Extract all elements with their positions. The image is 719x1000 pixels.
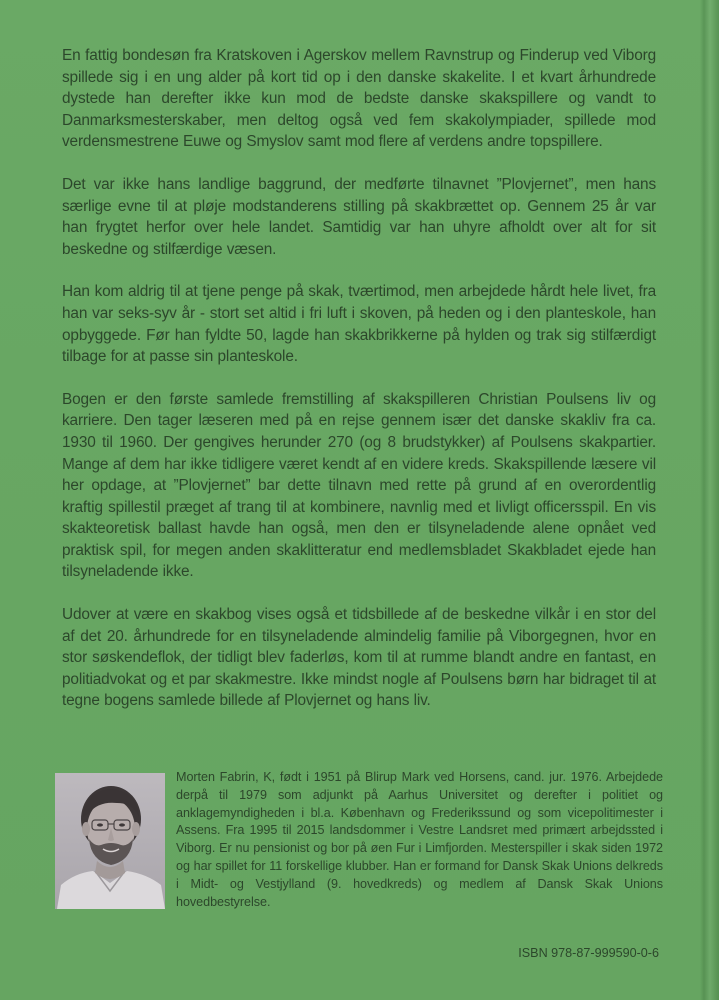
author-portrait-illustration [55, 773, 165, 909]
blurb-text [62, 45, 656, 733]
isbn-number: ISBN 978-87-999590-0-6 [518, 946, 659, 960]
blurb-paragraph-3: Han kom aldrig til at tjene penge på skak, tværtimod, men arbejdede hårdt hele livet, fra han var seks-syv år - stort set altid i fri luft i skoven, på heden og i den planteskole, han opbyggede. Før han fyldte 50, lagde han skakbrikkerne på hylden og trak sig stilfærdigt tilbage for at passe sin planteskole. [62, 283, 656, 366]
blurb-paragraph-5: Udover at være en skakbog vises også et tidsbillede af de beskedne vilkår i en stor del af det 20. århundrede for en tilsyneladende almindelig familie på Viborgegnen, hvor en stor søskendeflok, der tidligt blev faderløs, kom til at rumme blandt andre en fantast, en politiadvokat og et par skakmestre. Ikke mindst nogle af Poulsens børn har bidraget til at tegne bogens samlede billede af Plovjernet og hans liv. [62, 606, 656, 710]
author-photo [55, 773, 165, 909]
blurb-paragraph-4: Bogen er den første samlede fremstilling af skakspilleren Christian Poulsens liv og karriere. Den tager læseren med på en rejse gennem især det danske skakliv fra ca. 1930 til 1960. Der gengives herunder 270 (og 8 brudstykker) af Poulsens skakpartier. Mange af dem har ikke tidligere været kendt af en videre kreds. Skakspillende læsere vil her opdage, at ”Plovjernet” bar dette tilnavn med rette på grund af en overordentlig kraftig spillestil præget af trang til at kombinere, navnlig med et livligt officersspil. En vis skakteoretisk ballast havde han også, men den er tilsyneladende alene opnået ved praktisk spil, for megen anden skaklitteratur end medlemsbladet Skakbladet ejede han tilsyneladende ikke. [62, 390, 656, 581]
blurb-paragraph-2: Det var ikke hans landlige baggrund, der medførte tilnavnet ”Plovjernet”, men hans særlige evne til at pløje modstanderens stilling på skakbrættet op. Gennem 25 år var han frygtet herfor over hele landet. Samtidig var han uhyre afholdt over alt for sit beskedne og stilfærdige væsen. [62, 175, 656, 258]
blurb-paragraph-1: En fattig bondesøn fra Kratskoven i Agerskov mellem Ravnstrup og Finderup ved Viborg spillede sig i en ung alder på kort tid op i den danske skakelite. I et kvart århundrede dystede han derefter ikke kun mod de bedste danske skakspillere og vandt to Danmarksmesterskaber, men deltog også ved fem skakolympiader, spillede mod verdensmestrene Euwe og Smyslov samt mod flere af verdens andre topspillere. [62, 47, 656, 151]
author-bio: Morten Fabrin, K, født i 1951 på Blirup Mark ved Horsens, cand. jur. 1976. Arbejdede derpå til 1979 som adjunkt på Aarhus Universitet og derefter i politiet og anklagemyndigheden i bl.a. København og Frederikssund og som vicepolitimester i Assens. Fra 1995 til 2015 landsdommer i Vestre Landsret med primært arbejdssted i Viborg. Er nu pensionist og bor på øen Fur i Limfjorden. Mesterspiller i skak siden 1972 og har spillet for 11 forskellige klubber. Han er formand for Dansk Skak Unions delkreds i Midt- og Vestjylland (9. hovedkreds) og medlem af Dansk Skak Unions hovedbestyrelse. [176, 770, 663, 909]
